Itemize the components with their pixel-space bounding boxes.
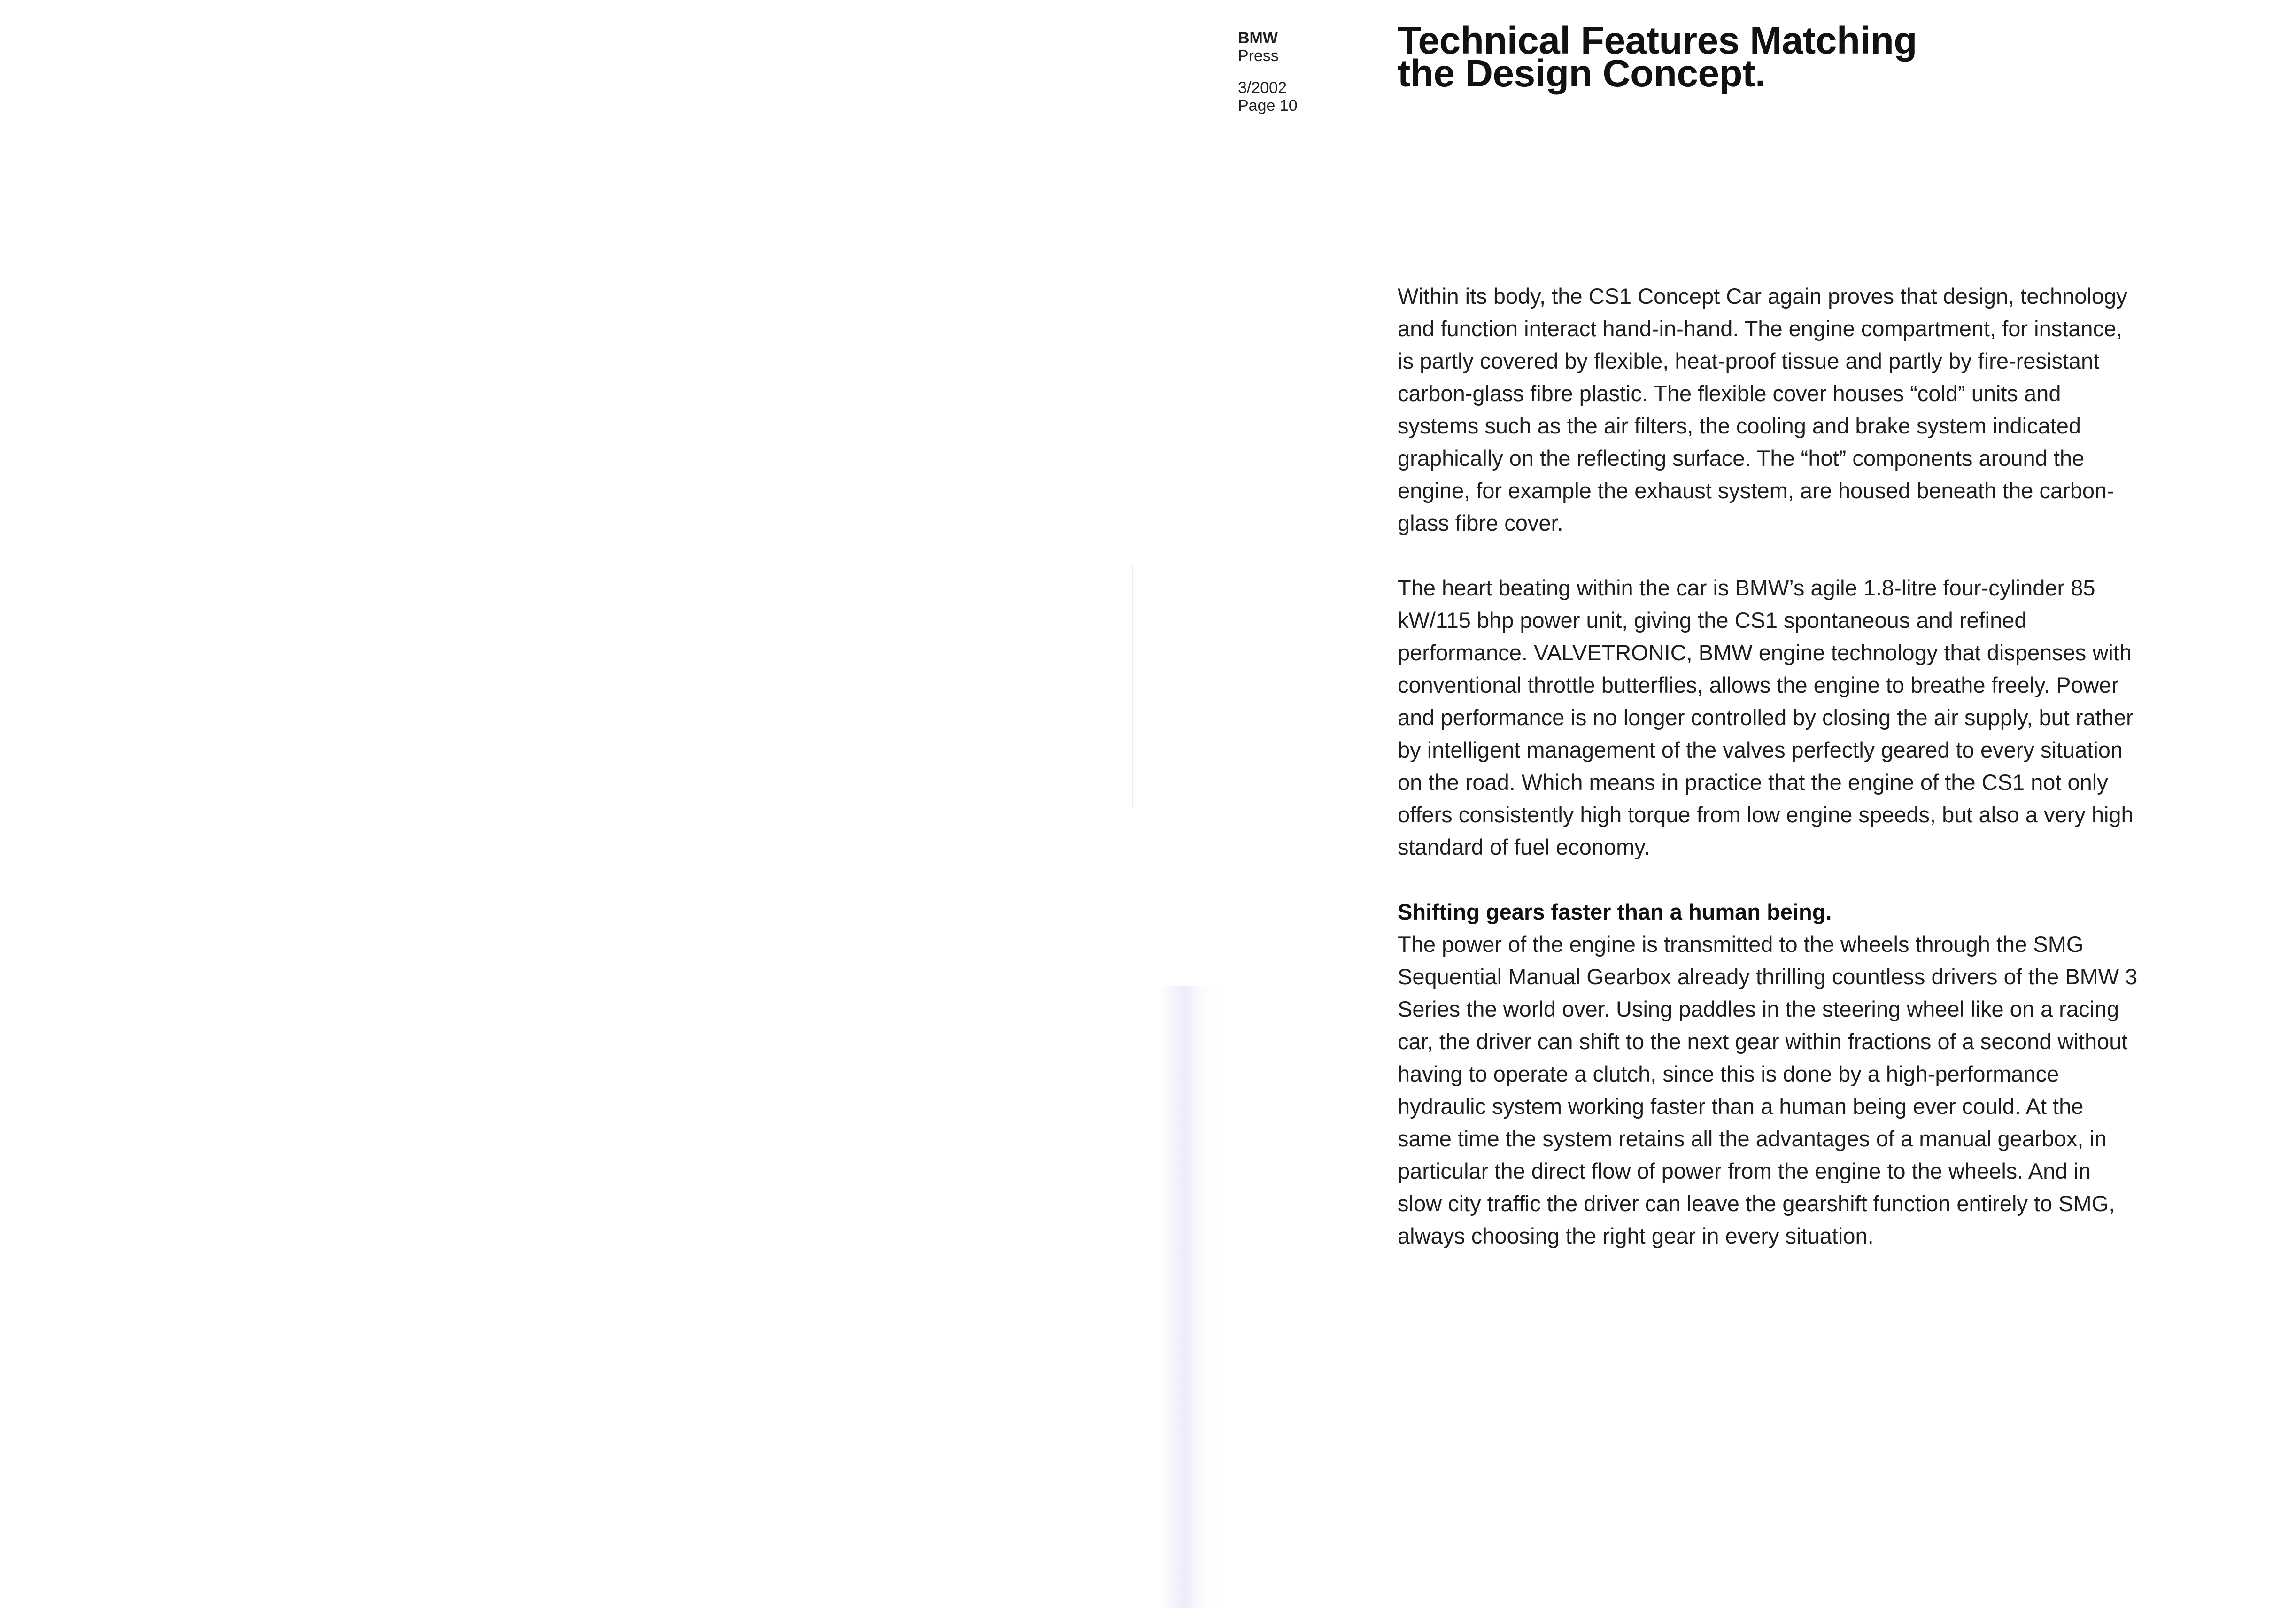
issue-date: 3/2002 xyxy=(1238,79,1287,97)
title-line-1: Technical Features Matching xyxy=(1398,19,1917,62)
paragraph-gearbox: The power of the engine is transmitted to the wheels through the SMG Sequential Manual Gearbox already thrilling countless drivers of the BMW 3 Series the world over. Using paddles in the steering wheel like on a racing car, the driver can shift to the next gear within fractions of a second without having to operate a clutch, since this is done by a high-performance hydraulic system working faster than a human being ever could. At the same time the system retains all the advantages of a manual gearbox, in particular the direct flow of power from the engine to the wheels. And in slow city traffic the driver can leave the gearshift function entirely to SMG, always choosing the right gear in every situation. xyxy=(1398,932,2138,1248)
page-fold-line xyxy=(1132,564,1133,808)
header-gap xyxy=(1238,65,1360,79)
torn-edge-shadow xyxy=(1160,986,1221,1608)
title-line-2: the Design Concept. xyxy=(1398,52,1766,95)
press-header xyxy=(1238,29,1360,115)
paragraph-engine: The heart beating within the car is BMW’s agile 1.8-litre four-cylinder 85 kW/115 bhp power unit, giving the CS1 spontaneous and refined performance. VALVETRONIC, BMW engine technology that dispenses with conventional throttle butterflies, allows the engine to breathe freely. Power and performance is no longer controlled by closing the air supply, but rather by intelligent management of the valves perfectly geared to every situation on the road. Which means in practice that the engine of the CS1 not only offers consistently high torque from low engine speeds, but also a very high standard of fuel economy. xyxy=(1398,575,2134,859)
press-label: Press xyxy=(1238,47,1279,65)
section-heading-gears: Shifting gears faster than a human being. xyxy=(1398,899,1832,924)
page-number: Page 10 xyxy=(1238,97,1298,115)
article-body xyxy=(1398,280,2140,1284)
page-title xyxy=(1398,19,2149,95)
brand-name: BMW xyxy=(1238,29,1278,47)
paragraph-body-design: Within its body, the CS1 Concept Car again proves that design, technology and function interact hand-in-hand. The engine compartment, for instance, is partly covered by flexible, heat-proof tissue and partly by fire-resistant carbon-glass fibre plastic. The flexible cover houses “cold” units and systems such as the air filters, the cooling and brake system indicated graphically on the reflecting surface. The “hot” components around the engine, for example the exhaust system, are housed beneath the carbon-glass fibre cover. xyxy=(1398,284,2127,535)
